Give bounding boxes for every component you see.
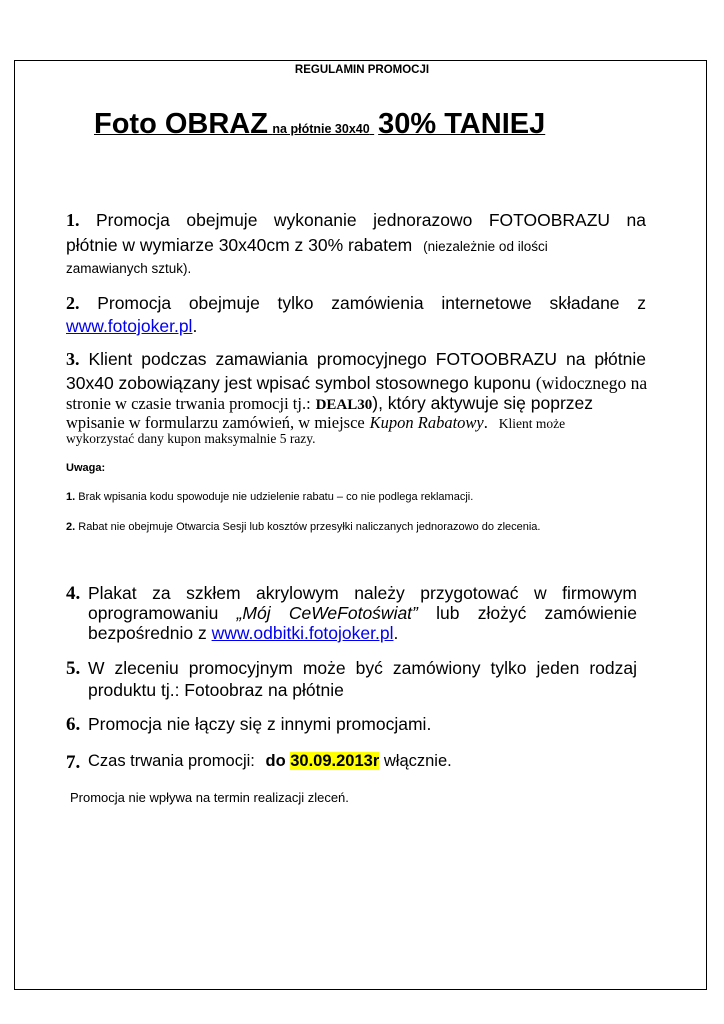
item4-line2-rest: lub złożyć zamówienie: [436, 603, 637, 623]
item7-line: [88, 752, 452, 771]
item1-line2-small: (niezależnie od ilości: [423, 239, 548, 254]
title-small: na płótnie 30x40: [272, 122, 370, 136]
item2-line1: [66, 293, 646, 314]
fotojoker-link[interactable]: www.fotojoker.pl: [66, 316, 193, 336]
title-main: Foto OBRAZ: [94, 108, 268, 140]
item1-line2: [66, 235, 646, 256]
regulation-heading: REGULAMIN PROMOCJI: [294, 64, 430, 76]
item2-line2: [66, 316, 197, 337]
item3-line3: [66, 393, 646, 414]
item3-line4-tail: Klient może: [498, 416, 566, 431]
end-date: 30.09.2013r: [290, 752, 380, 770]
item6-number: 6.: [66, 714, 81, 735]
item3-line4-period: .: [483, 413, 488, 432]
item4-line1: Plakat za szkłem akrylowym należy przygotować w firmowym: [88, 583, 637, 603]
item2-period: .: [192, 316, 198, 336]
item3-line4: [66, 412, 646, 433]
item4-number: 4.: [66, 583, 81, 604]
item7-number: 7.: [66, 752, 81, 773]
item2-number: 2.: [66, 293, 80, 313]
odbitki-link[interactable]: www.odbitki.fotojoker.pl: [211, 623, 394, 643]
item3-number: 3.: [66, 349, 80, 369]
item7-after: włącznie.: [383, 752, 452, 770]
item5-number: 5.: [66, 658, 81, 679]
item1-number: 1.: [66, 210, 80, 230]
uwaga-t1: Brak wpisania kodu spowoduje nie udzielenie rabatu – co nie podlega reklamacji.: [78, 491, 474, 503]
item1-line2-main: płótnie w wymiarze 30x40cm z 30% rabatem: [66, 235, 413, 255]
item3-line4-text: wpisanie w formularzu zamówień, w miejsce: [66, 413, 365, 432]
uwaga-n2: 2.: [66, 521, 76, 533]
item3-line3-rest: ), który aktywuje się poprzez: [372, 393, 594, 413]
uwaga-label: Uwaga:: [66, 462, 106, 474]
item5-line1: W zleceniu promocyjnym może być zamówiony tylko jeden rodzaj: [88, 658, 637, 678]
footer-note: Promocja nie wpływa na termin realizacji zleceń.: [70, 790, 349, 805]
item3-line2-serif: (widocznego na: [535, 373, 648, 393]
uwaga-note-1: [66, 491, 473, 503]
item3-line5: wykorzystać dany kupon maksymalnie 5 razy.: [66, 431, 316, 446]
item2-text: Promocja obejmuje tylko zamówienia internetowe składane z: [97, 293, 646, 313]
item4-line2-text: oprogramowaniu: [88, 603, 219, 623]
item3-line2-text: 30x40 zobowiązany jest wpisać symbol stosownego kuponu: [66, 373, 531, 393]
kupon-rabatowy: Kupon Rabatowy: [369, 413, 484, 432]
uwaga-n1: 1.: [66, 491, 76, 503]
item7-text: Czas trwania promocji:: [88, 752, 255, 770]
item5-line2: produktu tj.: Fotoobraz na płótnie: [88, 680, 344, 700]
item1-line3: zamawianych sztuk).: [66, 261, 192, 276]
item4-line3-text: bezpośrednio z: [88, 623, 207, 643]
item3-text: Klient podczas zamawiania promocyjnego FOTOOBRAZU na płótnie: [88, 349, 646, 369]
item4-line2: [88, 603, 637, 624]
item1-text: Promocja obejmuje wykonanie jednorazowo FOTOOBRAZU na: [96, 210, 646, 230]
promo-title: [94, 108, 545, 141]
uwaga-note-2: [66, 521, 540, 533]
item7-do: do: [265, 752, 286, 770]
item4-line3: [88, 623, 398, 644]
software-name: „Mój CeWeFotoświat”: [236, 603, 418, 623]
item3-line2: [66, 373, 646, 394]
item6-text: Promocja nie łączy się z innymi promocjami.: [88, 714, 432, 734]
title-discount: 30% TANIEJ: [378, 108, 546, 140]
coupon-code: DEAL30: [315, 397, 373, 413]
uwaga-t2: Rabat nie obejmuje Otwarcia Sesji lub kosztów przesyłki naliczanych jednorazowo do zlecenia.: [78, 521, 541, 533]
item3-line3-text: stronie w czasie trwania promocji tj.:: [66, 394, 311, 413]
item3-line1: [66, 349, 646, 370]
item1-line1: [66, 210, 646, 231]
item4-period: .: [393, 623, 399, 643]
